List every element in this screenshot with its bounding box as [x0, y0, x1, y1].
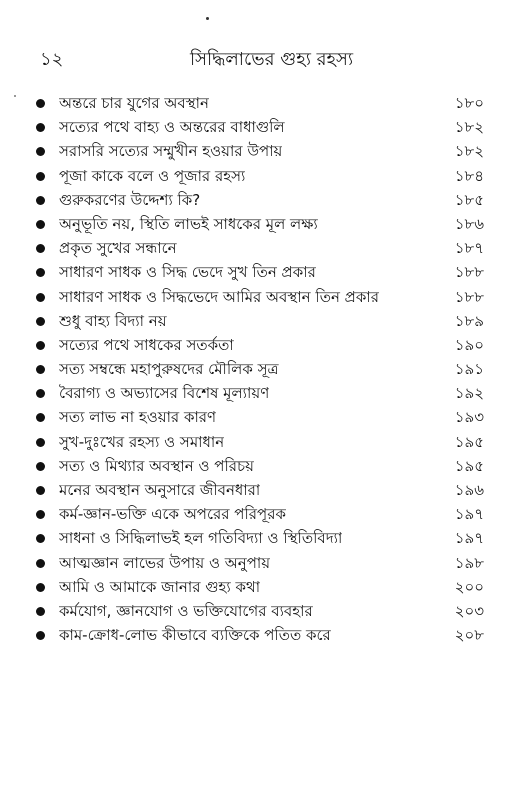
- toc-page-number: ১৯০: [454, 335, 484, 354]
- toc-page-number: ১৮৬: [454, 214, 484, 233]
- toc-page-number: ১৮২: [454, 142, 484, 161]
- toc-item: [36, 212, 484, 236]
- toc-entry-title: গুরুকরণের উদ্দেশ্য কি?: [59, 190, 201, 209]
- bullet-icon: [36, 196, 45, 205]
- toc-entry-title: সত্য লাভ না হওয়ার কারণ: [59, 408, 217, 427]
- toc-item: [36, 309, 484, 333]
- toc-item: [36, 405, 484, 429]
- bullet-icon: [36, 607, 45, 616]
- toc-page-number: ১৯৭: [454, 505, 484, 524]
- toc-entry-title: সাধারণ সাধক ও সিদ্ধ ভেদে সুখ তিন প্রকার: [59, 263, 316, 282]
- bullet-icon: [36, 631, 45, 640]
- toc-page-number: ১৯৬: [454, 481, 484, 499]
- bullet-icon: [36, 486, 45, 495]
- toc-page-number: ১৯৩: [454, 408, 484, 427]
- toc-entry-title: অনুভূতি নয়, স্থিতি লাভই সাধকের মূল লক্ষ্য: [59, 214, 318, 233]
- toc-item: [36, 430, 484, 454]
- bullet-icon: [36, 147, 45, 156]
- bullet-icon: [36, 389, 45, 398]
- toc-page-number: ১৯৭: [454, 529, 484, 548]
- toc-entry-title: অন্তরে চার যুগের অবস্থান: [59, 94, 209, 112]
- toc-page-number: ১৮২: [454, 118, 484, 137]
- bullet-icon: [36, 413, 45, 422]
- toc-page-number: ১৯৫: [454, 456, 484, 475]
- toc-item: [36, 236, 484, 260]
- toc-entry-title: বৈরাগ্য ও অভ্যাসের বিশেষ মূল্যায়ণ: [59, 384, 270, 403]
- toc-entry-title: সুখ-দুঃখের রহস্য ও সমাধান: [59, 432, 225, 451]
- toc-item: [36, 599, 484, 623]
- toc-item: [36, 285, 484, 309]
- toc-page-number: ১৮৭: [454, 239, 484, 258]
- toc-page-number: ১৯২: [454, 384, 484, 403]
- toc-page-number: ১৮৫: [454, 190, 484, 209]
- toc-item: [36, 502, 484, 526]
- toc-entry-title: কর্মযোগ, জ্ঞানযোগ ও ভক্তিযোগের ব্যবহার: [59, 601, 313, 620]
- toc-item: [36, 260, 484, 284]
- top-ink-dot: [206, 17, 209, 20]
- bullet-icon: [36, 534, 45, 543]
- toc-entry-title: কর্ম-জ্ঞান-ভক্তি একে অপরের পরিপূরক: [59, 505, 286, 524]
- toc-entry-title: আত্মজ্ঞান লাভের উপায় ও অনুপায়: [59, 553, 271, 572]
- toc-entry-title: প্রকৃত সুখের সন্ধানে: [59, 239, 177, 258]
- toc-entry-title: সত্যের পথে বাহ্য ও অন্তরের বাধাগুলি: [59, 118, 285, 137]
- toc-entry-title: সত্য সম্বন্ধে মহাপুরুষদের মৌলিক সূত্র: [59, 360, 279, 379]
- bullet-icon: [36, 341, 45, 350]
- bullet-icon: [36, 293, 45, 302]
- toc-item: [36, 575, 484, 599]
- toc-entry-title: আমি ও আমাকে জানার গুহ্য কথা: [59, 577, 261, 596]
- toc-page-number: ১৮৮: [454, 263, 484, 282]
- toc-entry-title: সরাসরি সত্যের সম্মুখীন হওয়ার উপায়: [59, 142, 283, 161]
- toc-item: [36, 526, 484, 550]
- bullet-icon: [36, 244, 45, 253]
- bullet-icon: [36, 220, 45, 229]
- toc-page-number: ২০৩: [454, 601, 484, 620]
- toc-entry-title: সত্যের পথে সাধকের সতর্কতা: [59, 335, 234, 354]
- table-of-contents: [36, 91, 484, 647]
- toc-item: [36, 478, 484, 502]
- toc-item: [36, 188, 484, 212]
- toc-item: [36, 381, 484, 405]
- toc-page-number: ১৯৮: [454, 553, 484, 572]
- toc-item: [36, 551, 484, 575]
- toc-entry-title: কাম-ক্রোধ-লোভ কীভাবে ব্যক্তিকে পতিত করে: [59, 626, 331, 645]
- margin-ink-dot: [14, 95, 16, 97]
- toc-item: [36, 139, 484, 163]
- toc-entry-title: শুধু বাহ্য বিদ্যা নয়: [59, 311, 167, 330]
- toc-item: [36, 623, 484, 647]
- bullet-icon: [36, 123, 45, 132]
- bullet-icon: [36, 172, 45, 181]
- toc-page-number: ১৯১: [454, 360, 484, 379]
- bullet-icon: [36, 559, 45, 568]
- page-number: ১২: [40, 49, 64, 70]
- toc-page-number: ১৮০: [454, 94, 484, 112]
- toc-item: [36, 333, 484, 357]
- bullet-icon: [36, 365, 45, 374]
- toc-entry-title: পূজা কাকে বলে ও পূজার রহস্য: [59, 166, 246, 185]
- toc-item: [36, 91, 484, 115]
- toc-entry-title: সত্য ও মিথ্যার অবস্থান ও পরিচয়: [59, 456, 254, 475]
- bullet-icon: [36, 268, 45, 277]
- toc-page-number: ১৮৮: [454, 287, 484, 306]
- toc-page-number: ২০০: [454, 577, 484, 596]
- bullet-icon: [36, 317, 45, 326]
- bullet-icon: [36, 99, 45, 108]
- toc-item: [36, 357, 484, 381]
- toc-page-number: ১৮৪: [454, 166, 484, 185]
- toc-item: [36, 115, 484, 139]
- page-header: [40, 46, 485, 74]
- toc-page-number: ১৯৫: [454, 432, 484, 451]
- bullet-icon: [36, 510, 45, 519]
- toc-page-number: ২০৮: [454, 626, 484, 645]
- toc-page-number: ১৮৯: [454, 311, 484, 330]
- toc-entry-title: সাধারণ সাধক ও সিদ্ধভেদে আমির অবস্থান তিন প্রকার: [59, 287, 379, 306]
- toc-item: [36, 164, 484, 188]
- toc-entry-title: সাধনা ও সিদ্ধিলাভই হল গতিবিদ্যা ও স্থিতিবিদ্যা: [59, 529, 343, 548]
- bullet-icon: [36, 583, 45, 592]
- running-title: সিদ্ধিলাভের গুহ্য রহস্য: [190, 49, 354, 70]
- toc-entry-title: মনের অবস্থান অনুসারে জীবনধারা: [59, 481, 261, 499]
- toc-item: [36, 454, 484, 478]
- bullet-icon: [36, 462, 45, 471]
- bullet-icon: [36, 438, 45, 447]
